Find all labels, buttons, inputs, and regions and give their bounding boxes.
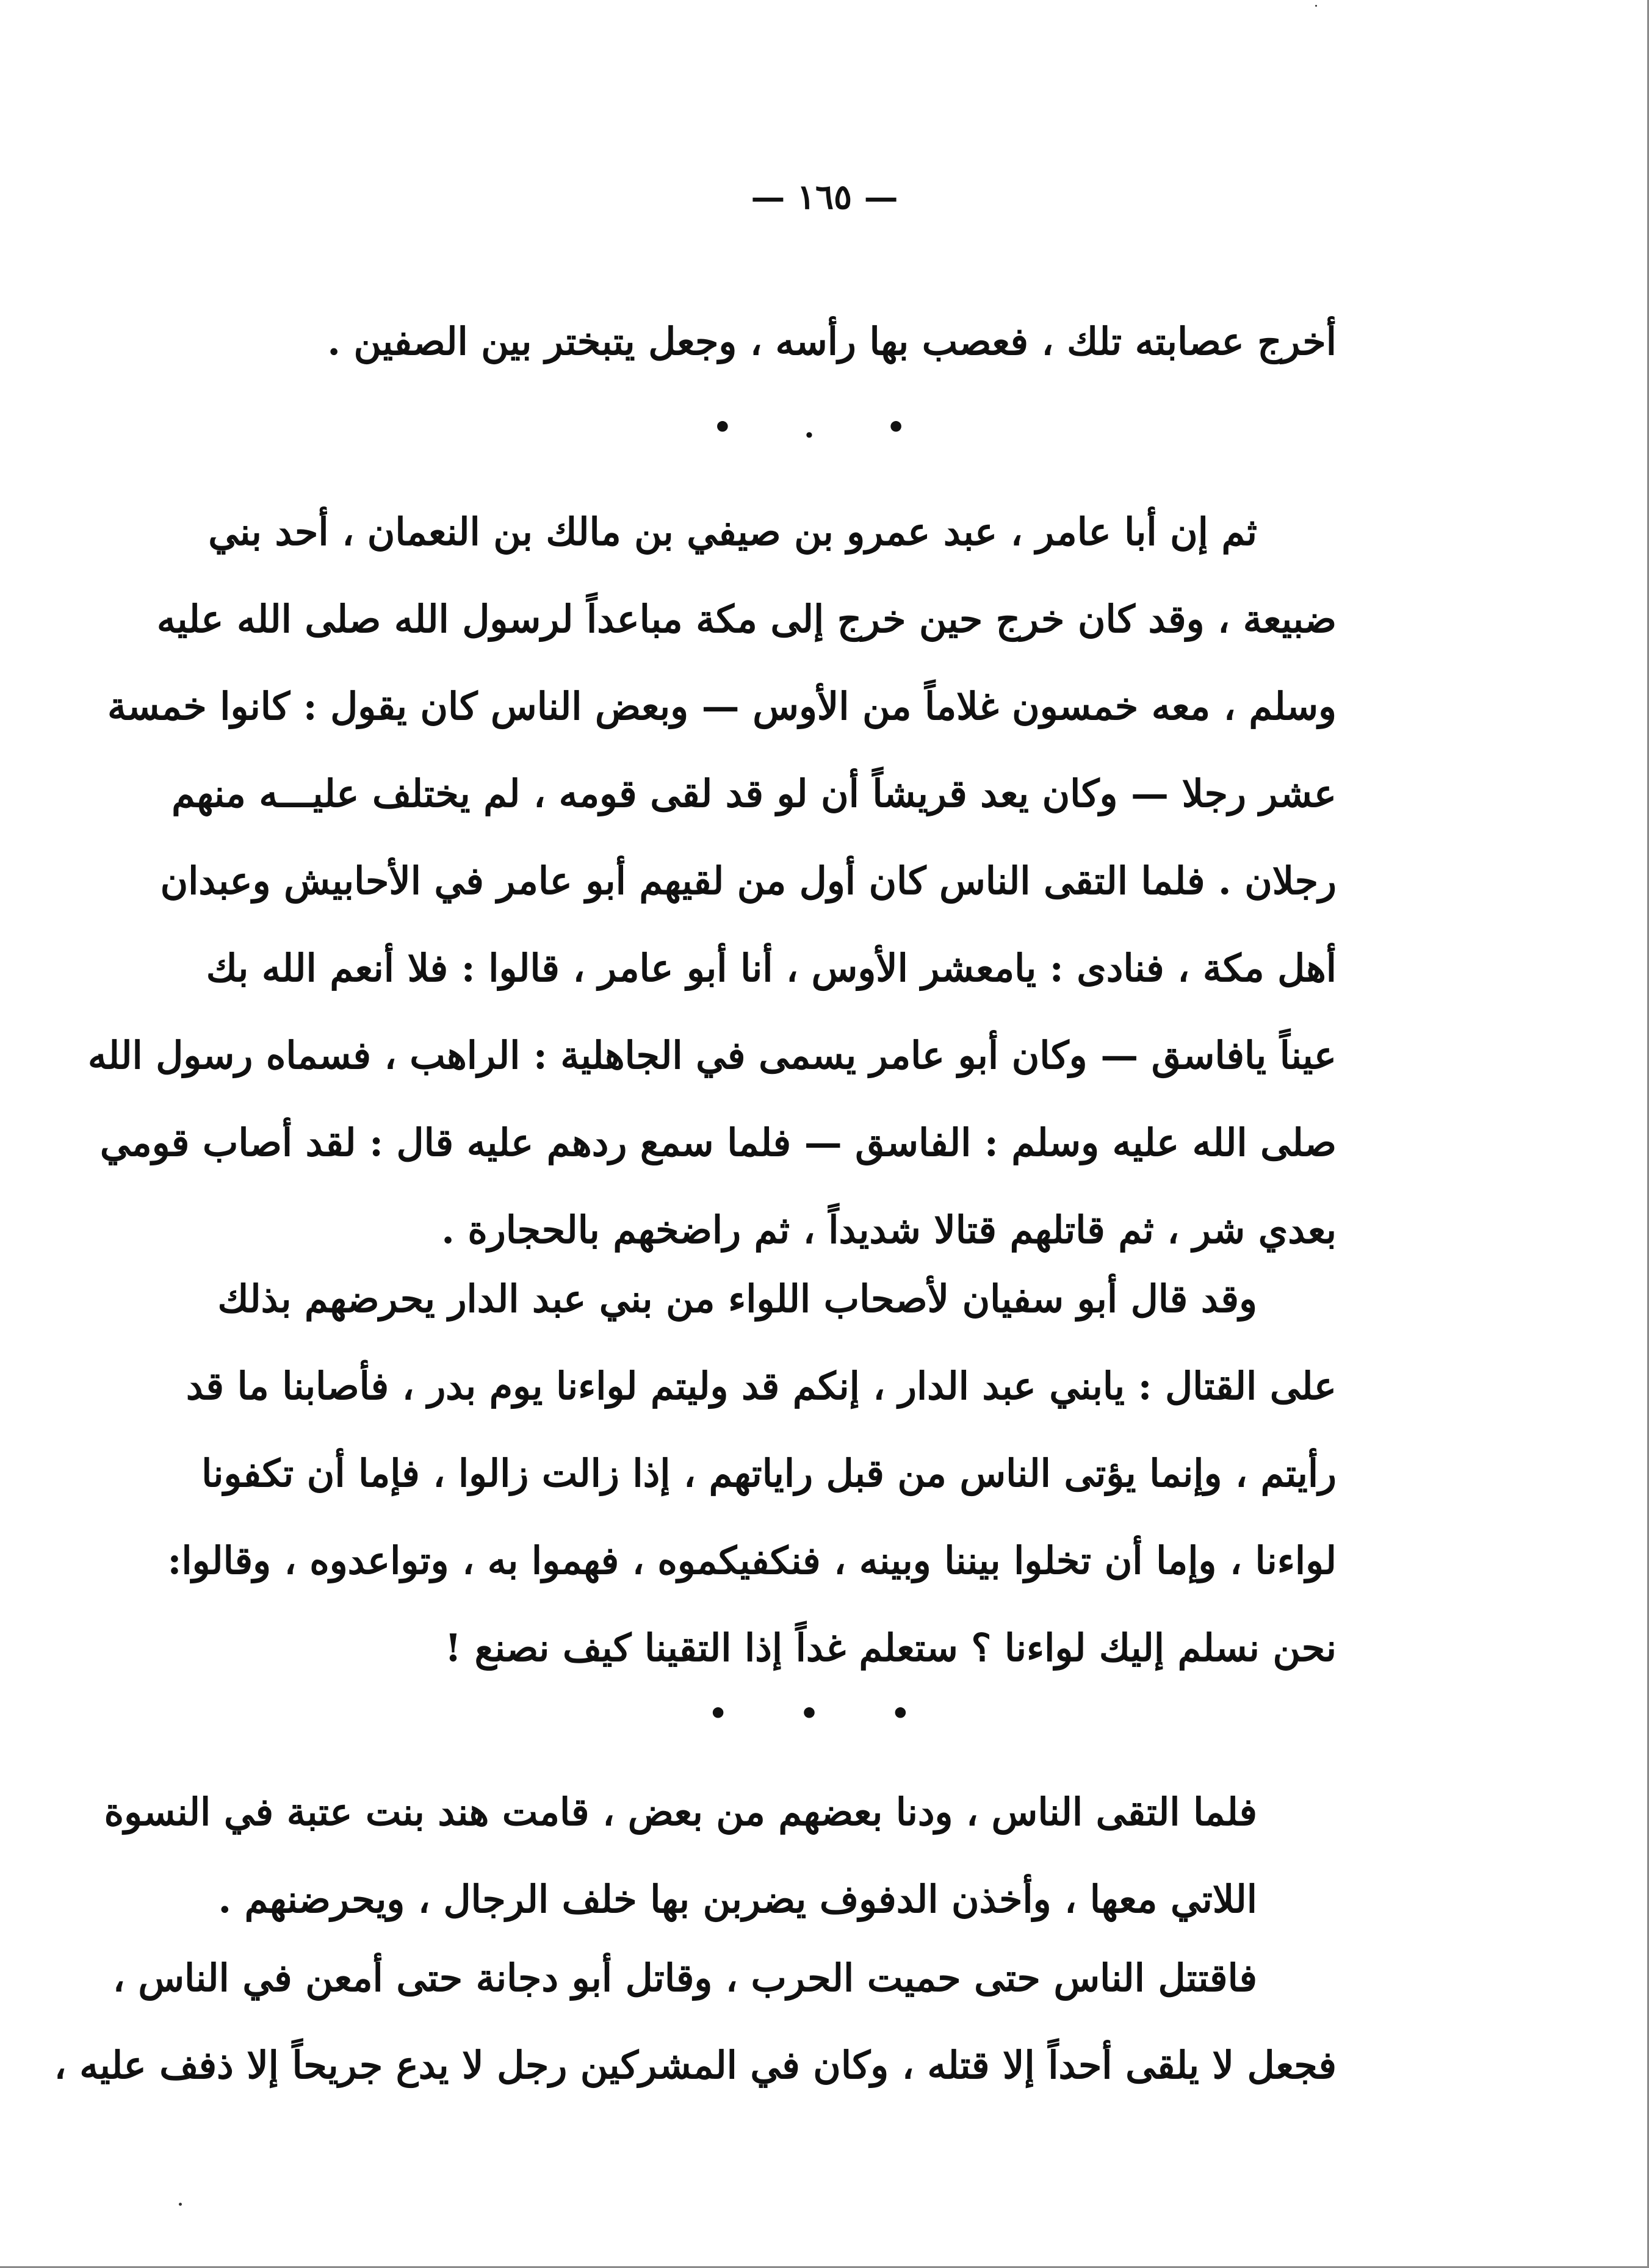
- text-line: فاقتتل الناس حتى حميت الحرب ، وقاتل أبو دجانة حتى أمعن في الناس ،: [112, 1956, 1257, 2000]
- text-line: لواءنا ، وإما أن تخلوا بيننا وبينه ، فنكفيكموه ، فهموا به ، وتواعدوه ، وقالوا:: [167, 1538, 1337, 1583]
- text-line: رأيتم ، وإنما يؤتى الناس من قبل راياتهم ، إذا زالت زالوا ، فإما أن تكفونا: [201, 1451, 1337, 1496]
- paragraph-hind: [104, 1768, 1337, 1943]
- text-line: عشر رجلا — وكان يعد قريشاً أن لو قد لقى قومه ، لم يختلف عليـــه منهم: [171, 771, 1337, 816]
- text-line: اللاتي معها ، وأخذن الدفوف يضربن بها خلف الرجال ، ويحرضنهم .: [218, 1877, 1257, 1921]
- text-line: نحن نسلم إليك لواءنا ؟ ستعلم غداً إذا التقينا كيف نصنع !: [444, 1625, 1337, 1670]
- text-line: وقد قال أبو سفيان لأصحاب اللواء من بني عبد الدار يحرضهم بذلك: [217, 1276, 1257, 1321]
- text-line: أهل مكة ، فنادى : يامعشر الأوس ، أنا أبو عامر ، قالوا : فلا أنعم الله بك: [206, 946, 1337, 990]
- paragraph-opening: [244, 298, 1337, 385]
- section-separator: • . •: [712, 409, 937, 445]
- paragraph-battle: [54, 1934, 1337, 2109]
- text-line: فلما التقى الناس ، ودنا بعضهم من بعض ، قامت هند بنت عتبة في النسوة: [104, 1790, 1257, 1834]
- text-line: على القتال : يابني عبد الدار ، إنكم قد وليتم لواءنا يوم بدر ، فأصابنا ما قد: [186, 1364, 1337, 1408]
- text-line: ضبيعة ، وقد كان خرج حين خرج إلى مكة مباعداً لرسول الله صلى الله عليه: [156, 597, 1337, 641]
- text-line: صلى الله عليه وسلم : الفاسق — فلما سمع ردهم عليه قال : لقد أصاب قومي: [99, 1120, 1337, 1165]
- scan-speck: [179, 2203, 182, 2206]
- text-line: رجلان . فلما التقى الناس كان أول من لقيهم أبو عامر في الأحابيش وعبدان: [160, 859, 1337, 903]
- text-line: وسلم ، معه خمسون غلاماً من الأوس — وبعض الناس كان يقول : كانوا خمسة: [107, 684, 1337, 729]
- text-line: بعدي شر ، ثم قاتلهم قتالا شديداً ، ثم راضخهم بالحجارة .: [441, 1208, 1337, 1252]
- text-line: فجعل لا يلقى أحداً إلا قتله ، وكان في المشركين رجل لا يدع جريحاً إلا ذفف عليه ،: [54, 2043, 1337, 2087]
- paragraph-abu-sufyan: [167, 1255, 1337, 1691]
- paragraph-abu-amir: [87, 488, 1337, 1273]
- scan-speck: [1315, 5, 1317, 7]
- page-number: — ١٦٥ —: [751, 177, 898, 217]
- text-line: ثم إن أبا عامر ، عبد عمرو بن صيفي بن مالك بن النعمان ، أحد بني: [208, 509, 1257, 554]
- text-line: أخرج عصابته تلك ، فعصب بها رأسه ، وجعل يتبختر بين الصفين .: [327, 319, 1337, 364]
- text-line: عيناً يافاسق — وكان أبو عامر يسمى في الجاهلية : الراهب ، فسماه رسول الله: [87, 1033, 1337, 1078]
- section-separator: • • •: [708, 1695, 941, 1731]
